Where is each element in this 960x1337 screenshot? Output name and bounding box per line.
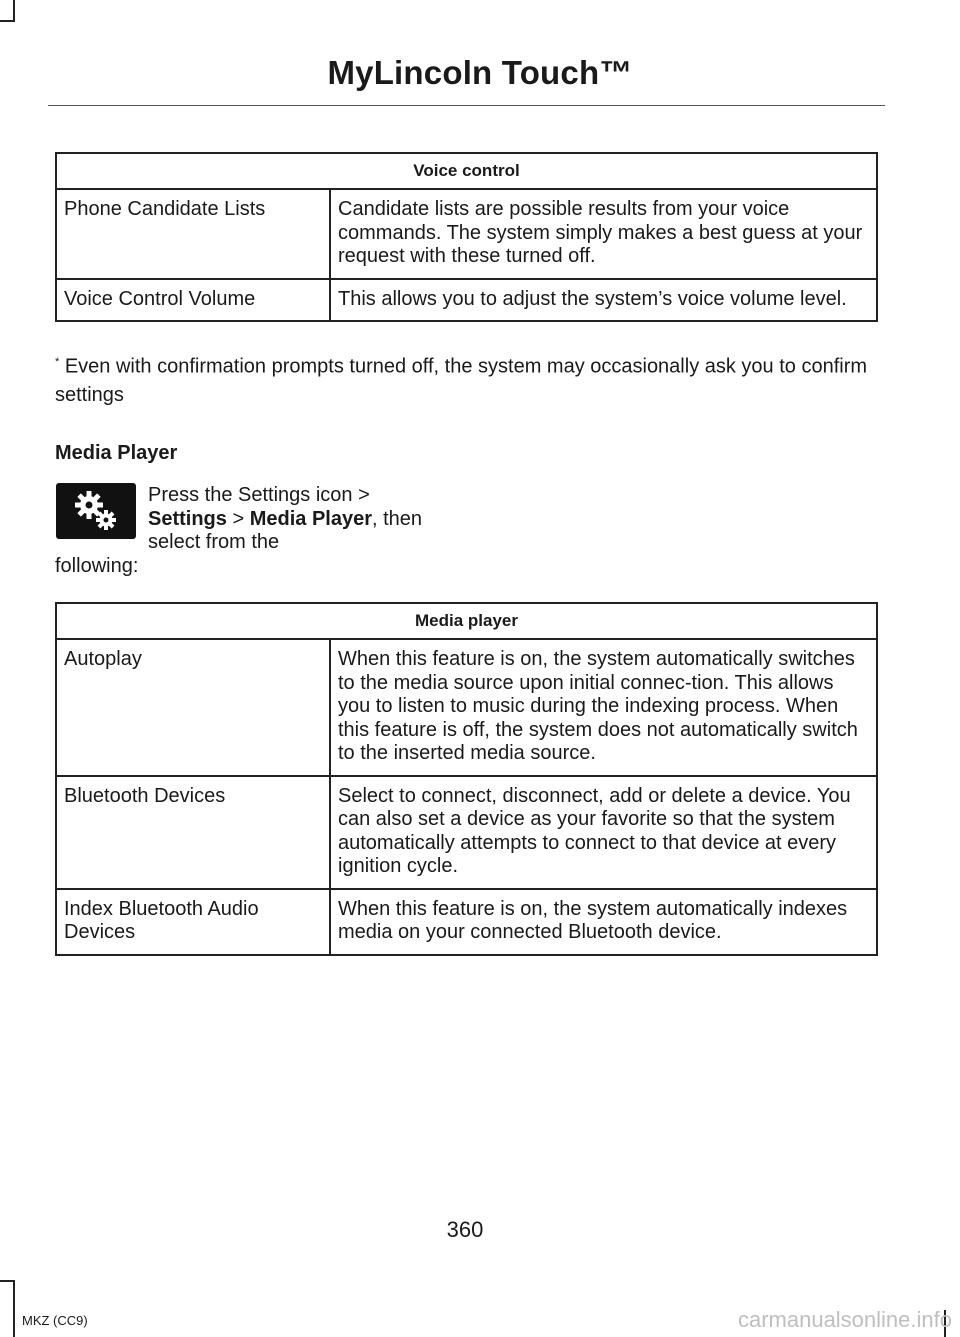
table-cell-desc: When this feature is on, the system automatically indexes media on your connected Bluetooth device. xyxy=(330,889,877,955)
table-row xyxy=(56,189,877,279)
table-row xyxy=(56,639,877,776)
table-cell-desc: Select to connect, disconnect, add or delete a device. You can also set a device as your favorite so that the system automatically attempts to connect to that device at every ignition cycle. xyxy=(330,776,877,889)
table-row xyxy=(56,776,877,889)
table-title: Media player xyxy=(56,603,877,639)
media-player-menu-link: Media Player xyxy=(249,507,372,530)
table-cell-desc: When this feature is on, the system automatically switches to the media source upon initial connec-tion. This allows you to listen to music during the indexing process. When this feature is off, the system does not automatically switch to the inserted media source. xyxy=(330,639,877,776)
table-title: Voice control xyxy=(56,153,877,189)
media-player-table xyxy=(55,602,878,956)
settings-menu-link: Settings xyxy=(148,507,227,530)
table-cell-desc: This allows you to adjust the system’s voice volume level. xyxy=(330,279,877,322)
crop-mark xyxy=(13,1280,15,1337)
instruction-text xyxy=(148,484,448,555)
table-row xyxy=(56,889,877,955)
table-cell-label: Voice Control Volume xyxy=(56,279,330,322)
table-cell-desc: Candidate lists are possible results from your voice commands. The system simply makes a best guess at your request with these turned off. xyxy=(330,189,877,279)
instruction-tail: following: xyxy=(55,555,139,577)
table-cell-label: Bluetooth Devices xyxy=(56,776,330,889)
table-cell-label: Index Bluetooth Audio Devices xyxy=(56,889,330,955)
model-code: MKZ (CC9) xyxy=(22,1313,88,1328)
crop-mark xyxy=(0,20,15,22)
page-header-title: MyLincoln Touch™ xyxy=(327,54,633,91)
voice-control-table xyxy=(55,152,878,322)
table-cell-label: Autoplay xyxy=(56,639,330,776)
footnote-mark: * xyxy=(55,356,60,368)
section-heading: Media Player xyxy=(55,442,178,464)
crop-mark xyxy=(13,0,15,21)
header-divider xyxy=(48,105,885,106)
table-row xyxy=(56,279,877,322)
instruction-then: , then select from the xyxy=(148,507,423,553)
footnote xyxy=(55,348,885,409)
crop-mark xyxy=(0,1280,15,1282)
settings-gear-icon xyxy=(56,483,136,539)
menu-separator: > xyxy=(226,507,250,530)
table-cell-label: Phone Candidate Lists xyxy=(56,189,330,279)
watermark: carmanualsonline.info xyxy=(737,1307,952,1332)
instruction-lead: Press the Settings icon > xyxy=(148,484,370,506)
footnote-text: Even with confirmation prompts turned off, the system may occasionally ask you to confirm settings xyxy=(55,355,868,406)
page-number: 360 xyxy=(446,1217,484,1242)
